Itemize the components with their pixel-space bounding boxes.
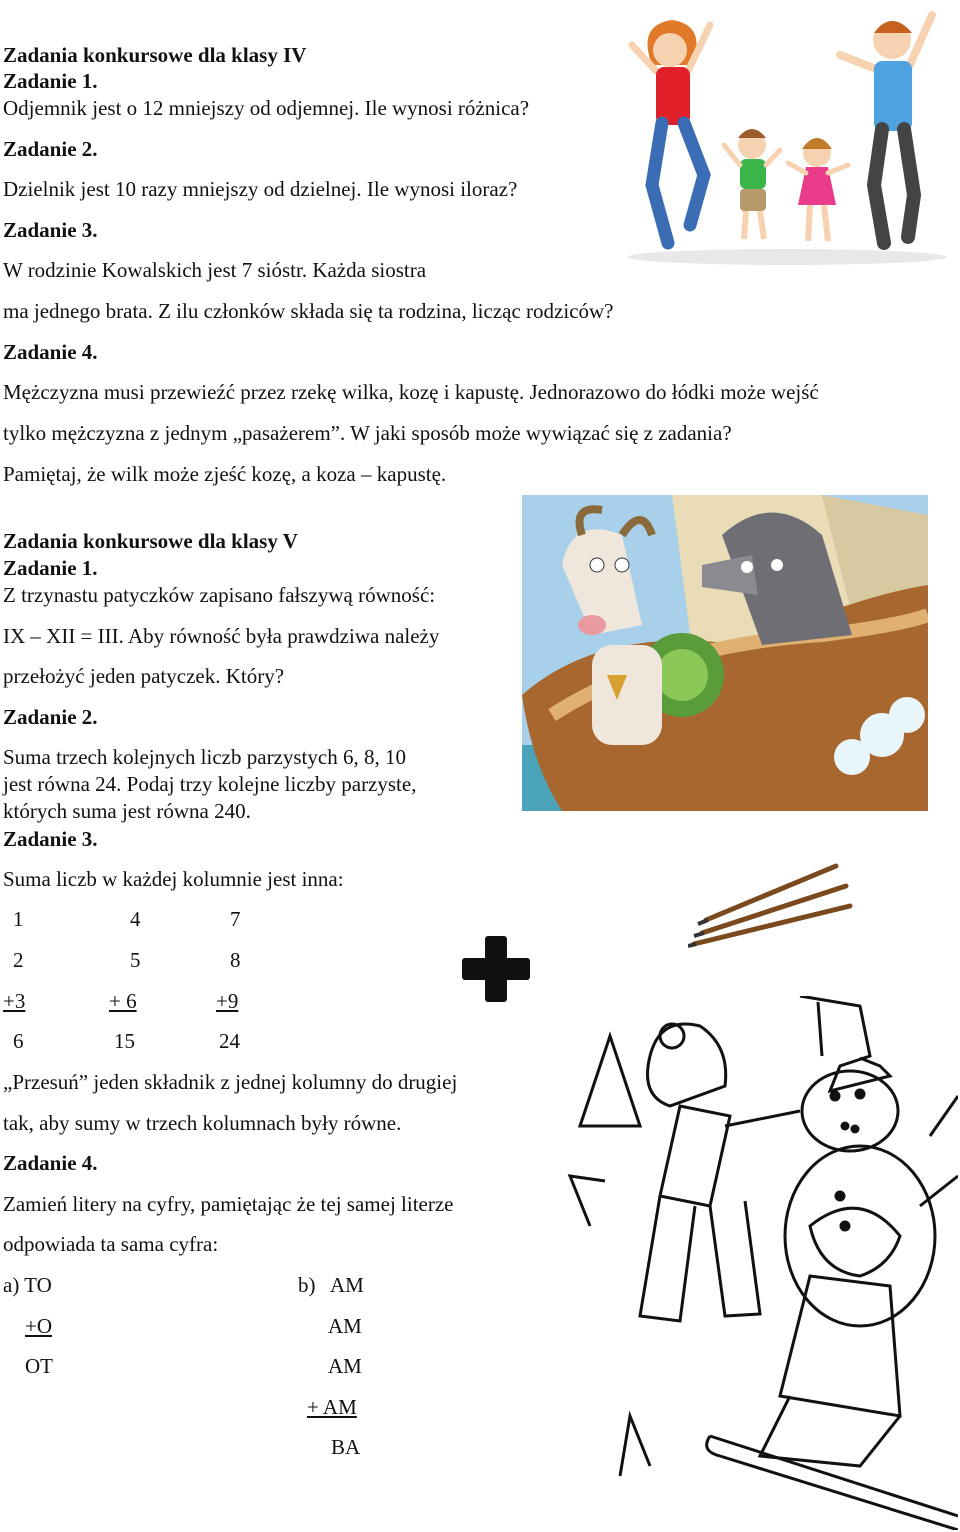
col1-row3: +3 [3, 989, 26, 1013]
class5-task3-intro: Suma liczb w każdej kolumnie jest inna: [3, 867, 344, 891]
class4-task2-title: Zadanie 2. [3, 137, 98, 161]
puzzle-b-row2: AM [328, 1314, 362, 1338]
class5-task2-line2: jest równa 24. Podaj trzy kolejne liczby parzyste, [3, 772, 417, 796]
puzzle-b-label: b) [298, 1273, 316, 1297]
col3-sum: 24 [219, 1029, 240, 1053]
col2-row1: 4 [130, 907, 141, 931]
col2-row2: 5 [130, 948, 141, 972]
class5-heading: Zadania konkursowe dla klasy V [3, 529, 298, 553]
col3-row1: 7 [230, 907, 241, 931]
puzzle-b-row3: AM [328, 1354, 362, 1378]
class5-task2-title: Zadanie 2. [3, 705, 98, 729]
class5-task1-line2: IX – XII = III. Aby równość była prawdziwa należy [3, 624, 440, 648]
class5-task3-title: Zadanie 3. [3, 827, 98, 851]
class5-task4-title: Zadanie 4. [3, 1151, 98, 1175]
col3-row3: +9 [216, 989, 239, 1013]
puzzle-b-result: BA [331, 1435, 361, 1459]
puzzle-a-addend: +O [25, 1314, 53, 1338]
col1-row1: 1 [13, 907, 24, 931]
class4-task3-line1: W rodzinie Kowalskich jest 7 sióstr. Każda siostra [3, 258, 427, 282]
puzzle-b-row4: + AM [307, 1395, 357, 1419]
col2-sum: 15 [114, 1029, 135, 1053]
class5-task2-line1: Suma trzech kolejnych liczb parzystych 6, 8, 10 [3, 745, 406, 769]
col1-row2: 2 [13, 948, 24, 972]
class5-task4-line2: odpowiada ta sama cyfra: [3, 1232, 219, 1256]
class4-task3-line2: ma jednego brata. Z ilu członków składa się ta rodzina, licząc rodziców? [3, 299, 614, 323]
class4-task4-title: Zadanie 4. [3, 340, 98, 364]
class4-heading: Zadania konkursowe dla klasy IV [3, 43, 307, 67]
goat-wolf-boat-illustration [522, 495, 928, 811]
plus-icon [462, 936, 530, 1002]
class5-task3-line1: „Przesuń” jeden składnik z jednej kolumny do drugiej [3, 1070, 458, 1094]
class5-task1-line3: przełożyć jeden patyczek. Który? [3, 664, 285, 688]
class5-task2-line3: których suma jest równa 240. [3, 799, 251, 823]
pencils-illustration [688, 858, 856, 950]
class5-task1-title: Zadanie 1. [3, 556, 98, 580]
col2-row3: + 6 [109, 989, 137, 1013]
puzzle-b-row1: AM [330, 1273, 364, 1297]
snowman-children-illustration [560, 996, 958, 1530]
class4-task1-text: Odjemnik jest o 12 mniejszy od odjemnej. Ile wynosi różnica? [3, 96, 530, 120]
class5-task4-line1: Zamień litery na cyfry, pamiętając że tej samej literze [3, 1192, 454, 1216]
class4-task4-line2: tylko mężczyzna z jednym „pasażerem”. W jaki sposób może wywiązać się z zadania? [3, 421, 732, 445]
class4-task4-line3: Pamiętaj, że wilk może zjeść kozę, a koza – kapustę. [3, 462, 447, 486]
class4-task4-line1: Mężczyzna musi przewieźć przez rzekę wilka, kozę i kapustę. Jednorazowo do łódki może wejść [3, 380, 819, 404]
puzzle-a-label: a) TO [3, 1273, 52, 1297]
class5-task1-line1: Z trzynastu patyczków zapisano fałszywą równość: [3, 583, 436, 607]
class4-task1-title: Zadanie 1. [3, 69, 98, 93]
col3-row2: 8 [230, 948, 241, 972]
class4-task2-text: Dzielnik jest 10 razy mniejszy od dzielnej. Ile wynosi iloraz? [3, 177, 518, 201]
class4-task3-title: Zadanie 3. [3, 218, 98, 242]
family-illustration [612, 5, 957, 270]
puzzle-a-result: OT [25, 1354, 53, 1378]
class5-task3-line2: tak, aby sumy w trzech kolumnach były równe. [3, 1111, 402, 1135]
col1-sum: 6 [13, 1029, 24, 1053]
